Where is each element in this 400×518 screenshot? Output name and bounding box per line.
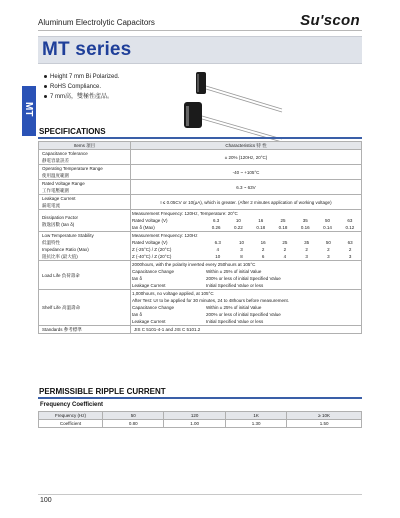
dissipation-grid: Measurement Frequency: 120Hz, Temperature: 20°C Rated Voltage (V) 6.3 10 16 25 35 50 63 tan δ (Max) 0.26 0.22 0.18 0.18 0.16 0.14 0.12 xyxy=(132,211,355,230)
feature-item: RoHS Compliance. xyxy=(44,82,119,92)
frequency-coefficient-title: Frequency Coefficient xyxy=(40,402,104,408)
table-row: Standards 參考標準 JIS C 5101-4-1 and JIS C 5101.2 xyxy=(39,326,362,334)
feature-item: Height 7 mm Bi Polarized. xyxy=(44,72,119,82)
table-row: Leakage Current 漏電電流 I ≤ 0.05CV or 10(μA), which is greater. (After 2 minutes application of working voltage) xyxy=(39,195,362,210)
feature-item: 7 mm高，雙極性產品。 xyxy=(44,92,119,102)
ripple-heading: PERMISSIBLE RIPPLE CURRENT xyxy=(38,388,362,397)
table-row: Load Life 負荷壽命 2000hours, with the polarity inverted every 250hours at 105°C Capacitance Change Within ± 25% of initial Value tan δ 200% or less of initial Specified Value Leakage Current Initial Specified Value or less xyxy=(39,261,362,290)
series-title: MT series xyxy=(42,39,132,60)
specifications-table xyxy=(38,141,362,334)
page-number: 100 xyxy=(40,497,52,504)
table-header-row xyxy=(39,142,362,150)
table-row: Shelf Life 高溫壽命 1,000hours, no voltage applied, at 105°C After Test: Ur to be applied for 30 minutes, 24 to 48hours before measurement. Capacitance Change Within ± 25% of initial Value tan δ 200% or less of initial Specified Value Leakage Current Initial Specified Value or less xyxy=(39,290,362,326)
column-header: Items 項目 xyxy=(39,142,131,150)
bullet-icon xyxy=(44,95,47,98)
table-row: Rated Voltage Range 工作電壓範圍 6.3 ~ 63V xyxy=(39,180,362,195)
header-divider xyxy=(38,30,362,31)
low-temp-grid: Measurement Frequency: 120Hz Rated Voltage (V) 6.3 10 16 25 35 50 63 Z (-25°C) / Z (20°C) 4 3 2 2 2 2 2 Z (-40°C) / Z (20°C) 10 8 6 4 3 3 3 xyxy=(132,233,353,259)
document-title: Aluminum Electrolytic Capacitors xyxy=(38,18,155,27)
load-life-grid: 2000hours, with the polarity inverted every 250hours at 105°C Capacitance Change Within ± 25% of initial Value tan δ 200% or less of initial Specified Value Leakage Current Initial Specified Value or less xyxy=(132,262,281,288)
footer-divider xyxy=(38,494,362,495)
column-header: Characteristics 特 性 xyxy=(131,142,362,150)
feature-list xyxy=(44,72,119,102)
side-tab xyxy=(22,86,36,136)
table-row: Coefficient 0.80 1.00 1.30 1.50 xyxy=(39,420,362,428)
ripple-table xyxy=(38,411,362,428)
table-row: Capacitance Tolerance 靜電容量誤差 ± 20% (120Hz, 20°C) xyxy=(39,150,362,165)
specifications-heading: SPECIFICATIONS xyxy=(38,128,362,137)
bullet-icon xyxy=(44,85,47,88)
shelf-life-grid: 1,000hours, no voltage applied, at 105°C After Test: Ur to be applied for 30 minutes, 24 to 48hours before measurement. Capacitance Change Within ± 25% of initial Value tan δ 200% or less of initial Specified Value Leakage Current Initial Specified Value or less xyxy=(132,291,290,324)
bullet-icon xyxy=(44,75,47,78)
brand-logo: Su'scon xyxy=(300,12,360,29)
table-row: Low Temperature Stability 低溫特性 Impedance Ratio (Max) 阻抗比率 (最大值) Measurement Frequency: 120Hz Rated Voltage (V) 6.3 10 16 25 35 50 63 Z (-25°C) / Z (20°C) 4 3 2 2 2 2 2 Z (-40°C) / Z (20°C) 10 8 6 4 3 3 3 xyxy=(39,232,362,261)
table-row: Operating Temperature Range 使用溫度範圍 -40 ~ +105°C xyxy=(39,165,362,180)
table-row: Dissipation Factor 散逸因數 (tan δ) Measurement Frequency: 120Hz, Temperature: 20°C Rated Voltage (V) 6.3 10 16 25 35 50 63 tan δ (Max) 0.26 0.22 0.18 0.18 0.16 0.14 0.12 xyxy=(39,210,362,232)
table-row: Frequency (Hz) 50 120 1K ≥ 10K xyxy=(39,412,362,420)
side-tab-label: MT xyxy=(23,102,34,117)
